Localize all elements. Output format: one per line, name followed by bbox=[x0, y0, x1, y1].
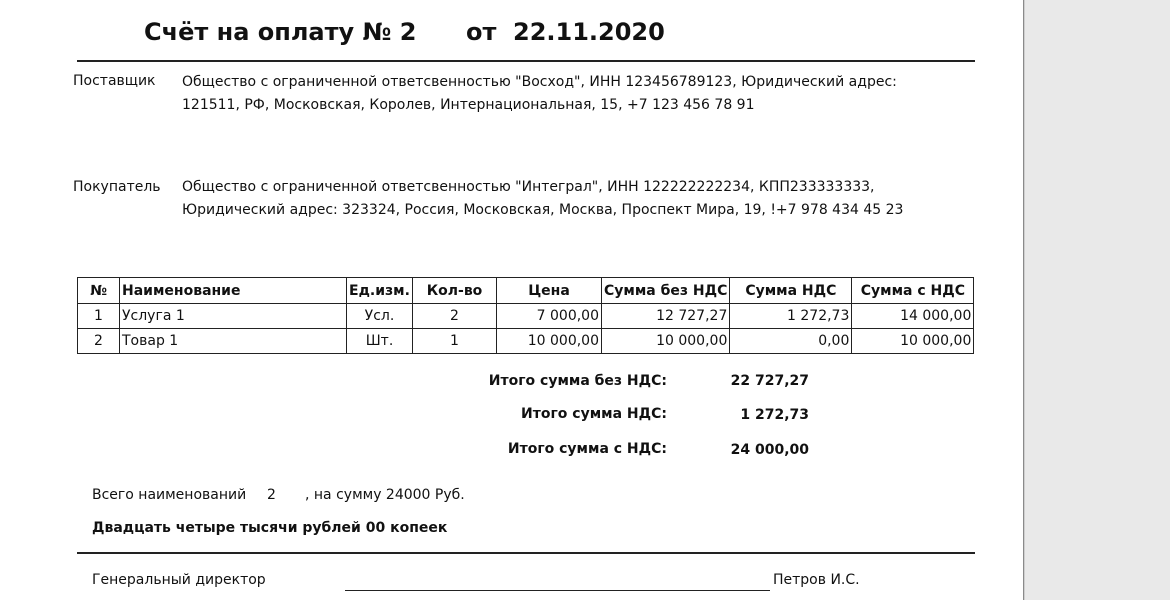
items-table bbox=[77, 277, 974, 354]
table-header-row bbox=[78, 278, 974, 304]
cell-price: 7 000,00 bbox=[497, 304, 602, 329]
cell-name: Услуга 1 bbox=[120, 304, 347, 329]
header-vat-sum: Сумма НДС bbox=[730, 278, 852, 304]
signature-name: Петров И.С. bbox=[773, 572, 860, 588]
items-count-prefix: Всего наименований bbox=[92, 487, 247, 503]
table-row bbox=[78, 329, 974, 354]
cell-number: 1 bbox=[78, 304, 120, 329]
footer-divider bbox=[77, 552, 975, 554]
header-sum-without-vat: Сумма без НДС bbox=[602, 278, 730, 304]
total-vat-value: 1 272,73 bbox=[740, 407, 809, 423]
header-sum-with-vat: Сумма с НДС bbox=[852, 278, 974, 304]
total-with-vat-label: Итого сумма с НДС: bbox=[507, 441, 667, 457]
amount-text: , на сумму 24000 Руб. bbox=[305, 487, 465, 503]
cell-quantity: 1 bbox=[413, 329, 497, 354]
cell-unit: Усл. bbox=[347, 304, 413, 329]
header-divider bbox=[77, 60, 975, 62]
total-vat-label: Итого сумма НДС: bbox=[521, 406, 667, 422]
signature-line bbox=[345, 590, 770, 591]
items-count: 2 bbox=[267, 487, 276, 503]
cell-name: Товар 1 bbox=[120, 329, 347, 354]
supplier-label: Поставщик bbox=[73, 73, 156, 89]
cell-sum-without-vat: 10 000,00 bbox=[602, 329, 730, 354]
total-without-vat-value: 22 727,27 bbox=[730, 373, 809, 389]
header-number: № bbox=[78, 278, 120, 304]
total-without-vat-label: Итого сумма без НДС: bbox=[488, 373, 667, 389]
header-unit: Ед.изм. bbox=[347, 278, 413, 304]
cell-sum-with-vat: 14 000,00 bbox=[852, 304, 974, 329]
cell-sum-with-vat: 10 000,00 bbox=[852, 329, 974, 354]
buyer-line-2: Юридический адрес: 323324, Россия, Московская, Москва, Проспект Мира, 19, !+7 978 434 45 23 bbox=[182, 202, 904, 218]
table-row bbox=[78, 304, 974, 329]
header-quantity: Кол-во bbox=[413, 278, 497, 304]
invoice-title: Счёт на оплату № 2 bbox=[144, 18, 417, 46]
header-name: Наименование bbox=[120, 278, 347, 304]
buyer-line-1: Общество с ограниченной ответсвенностью "Интеграл", ИНН 122222222234, КПП233333333, bbox=[182, 179, 875, 195]
cell-vat-sum: 1 272,73 bbox=[730, 304, 852, 329]
supplier-line-2: 121511, РФ, Московская, Королев, Интернациональная, 15, +7 123 456 78 91 bbox=[182, 97, 755, 113]
signature-position: Генеральный директор bbox=[92, 572, 266, 588]
cell-unit: Шт. bbox=[347, 329, 413, 354]
cell-quantity: 2 bbox=[413, 304, 497, 329]
cell-price: 10 000,00 bbox=[497, 329, 602, 354]
invoice-date-prefix: от bbox=[466, 18, 497, 46]
cell-sum-without-vat: 12 727,27 bbox=[602, 304, 730, 329]
buyer-label: Покупатель bbox=[73, 179, 161, 195]
total-with-vat-value: 24 000,00 bbox=[730, 442, 809, 458]
cell-number: 2 bbox=[78, 329, 120, 354]
cell-vat-sum: 0,00 bbox=[730, 329, 852, 354]
invoice-date: 22.11.2020 bbox=[513, 18, 665, 46]
supplier-line-1: Общество с ограниченной ответсвенностью "Восход", ИНН 123456789123, Юридический адрес: bbox=[182, 74, 897, 90]
amount-in-words: Двадцать четыре тысячи рублей 00 копеек bbox=[92, 520, 448, 536]
header-price: Цена bbox=[497, 278, 602, 304]
